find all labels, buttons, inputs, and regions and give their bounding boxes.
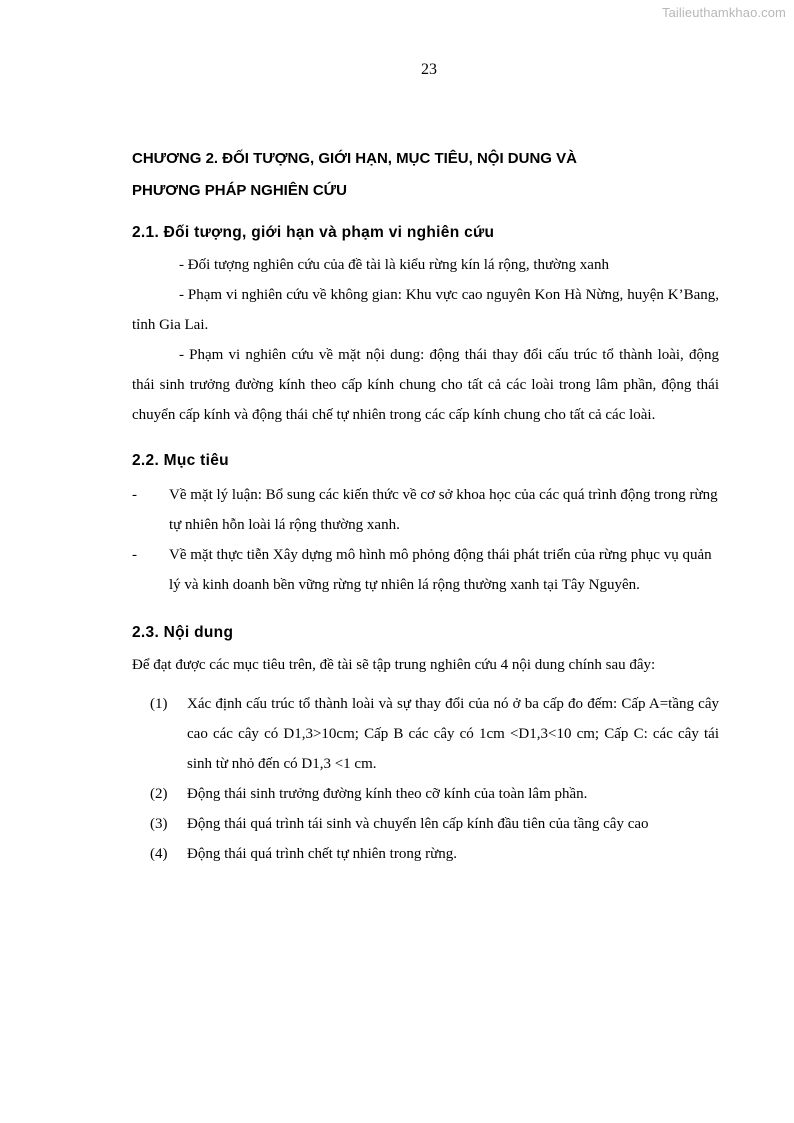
- item-text: Động thái sinh trưởng đường kính theo cỡ kính của toàn lâm phần.: [187, 786, 588, 802]
- section-2-1-paragraph-3: - Phạm vi nghiên cứu về mặt nội dung: động thái thay đổi cấu trúc tổ thành loài, động thái sinh trưởng đường kính theo cấp kính chung cho tất cả các loài trong lâm phần, động thái chuyển cấp kính và động thái chế tự nhiên trong các cấp kính chung cho tất cả các loài.: [132, 347, 719, 423]
- list-item: [132, 689, 719, 779]
- objective-practice: Về mặt thực tiễn Xây dựng mô hình mô phỏng động thái phát triển của rừng phục vụ quản lý và kinh doanh bền vững rừng tự nhiên lá rộng thường xanh tại Tây Nguyên.: [169, 547, 712, 593]
- list-item: [132, 480, 719, 540]
- document-body: [132, 143, 719, 869]
- objective-theory: Về mặt lý luận: Bổ sung các kiến thức về cơ sở khoa học của các quá trình động trong rừng tự nhiên hỗn loài lá rộng thường xanh.: [169, 487, 718, 533]
- chapter-title: [132, 143, 719, 207]
- item-text: Động thái quá trình chết tự nhiên trong rừng.: [187, 846, 457, 862]
- item-number: (3): [150, 816, 168, 832]
- bullet-dash: -: [132, 547, 137, 563]
- section-2-1-heading: 2.1. Đối tượng, giới hạn và phạm vi nghiên cứu: [132, 224, 495, 241]
- bullet-dash: -: [132, 487, 137, 503]
- item-text: Động thái quá trình tái sinh và chuyển lên cấp kính đầu tiên của tầng cây cao: [187, 816, 649, 832]
- chapter-title-line-1: CHƯƠNG 2. ĐỐI TƯỢNG, GIỚI HẠN, MỤC TIÊU, NỘI DUNG VÀ: [132, 150, 577, 167]
- list-item: [132, 540, 719, 600]
- page-number: 23: [421, 61, 437, 78]
- item-number: (2): [150, 786, 168, 802]
- item-number: (1): [150, 696, 168, 712]
- section-2-1-paragraph-2: - Phạm vi nghiên cứu về không gian: Khu vực cao nguyên Kon Hà Nừng, huyện K’Bang, tỉnh Gia Lai.: [132, 287, 719, 333]
- list-item: [132, 839, 719, 869]
- watermark: Tailieuthamkhao.com: [661, 5, 786, 20]
- objectives-list: [132, 480, 719, 600]
- section-2-1-paragraph-1: - Đối tượng nghiên cứu của đề tài là kiểu rừng kín lá rộng, thường xanh: [179, 257, 609, 273]
- item-text: Xác định cấu trúc tổ thành loài và sự thay đổi của nó ở ba cấp đo đếm: Cấp A=tầng cây cao các cây có D1,3>10cm; Cấp B các cây có 1cm <D1,3<10 cm; Cấp C: các cây tái sinh từ nhỏ đến có D1,3 <1 cm.: [187, 696, 719, 772]
- section-2-3-heading: 2.3. Nội dung: [132, 624, 234, 641]
- item-number: (4): [150, 846, 168, 862]
- section-2-2-heading: 2.2. Mục tiêu: [132, 452, 229, 469]
- section-2-3-intro: Để đạt được các mục tiêu trên, đề tài sẽ tập trung nghiên cứu 4 nội dung chính sau đây:: [132, 657, 656, 673]
- list-item: [132, 809, 719, 839]
- list-item: [132, 779, 719, 809]
- content-list: [132, 689, 719, 869]
- chapter-title-line-2: PHƯƠNG PHÁP NGHIÊN CỨU: [132, 182, 347, 199]
